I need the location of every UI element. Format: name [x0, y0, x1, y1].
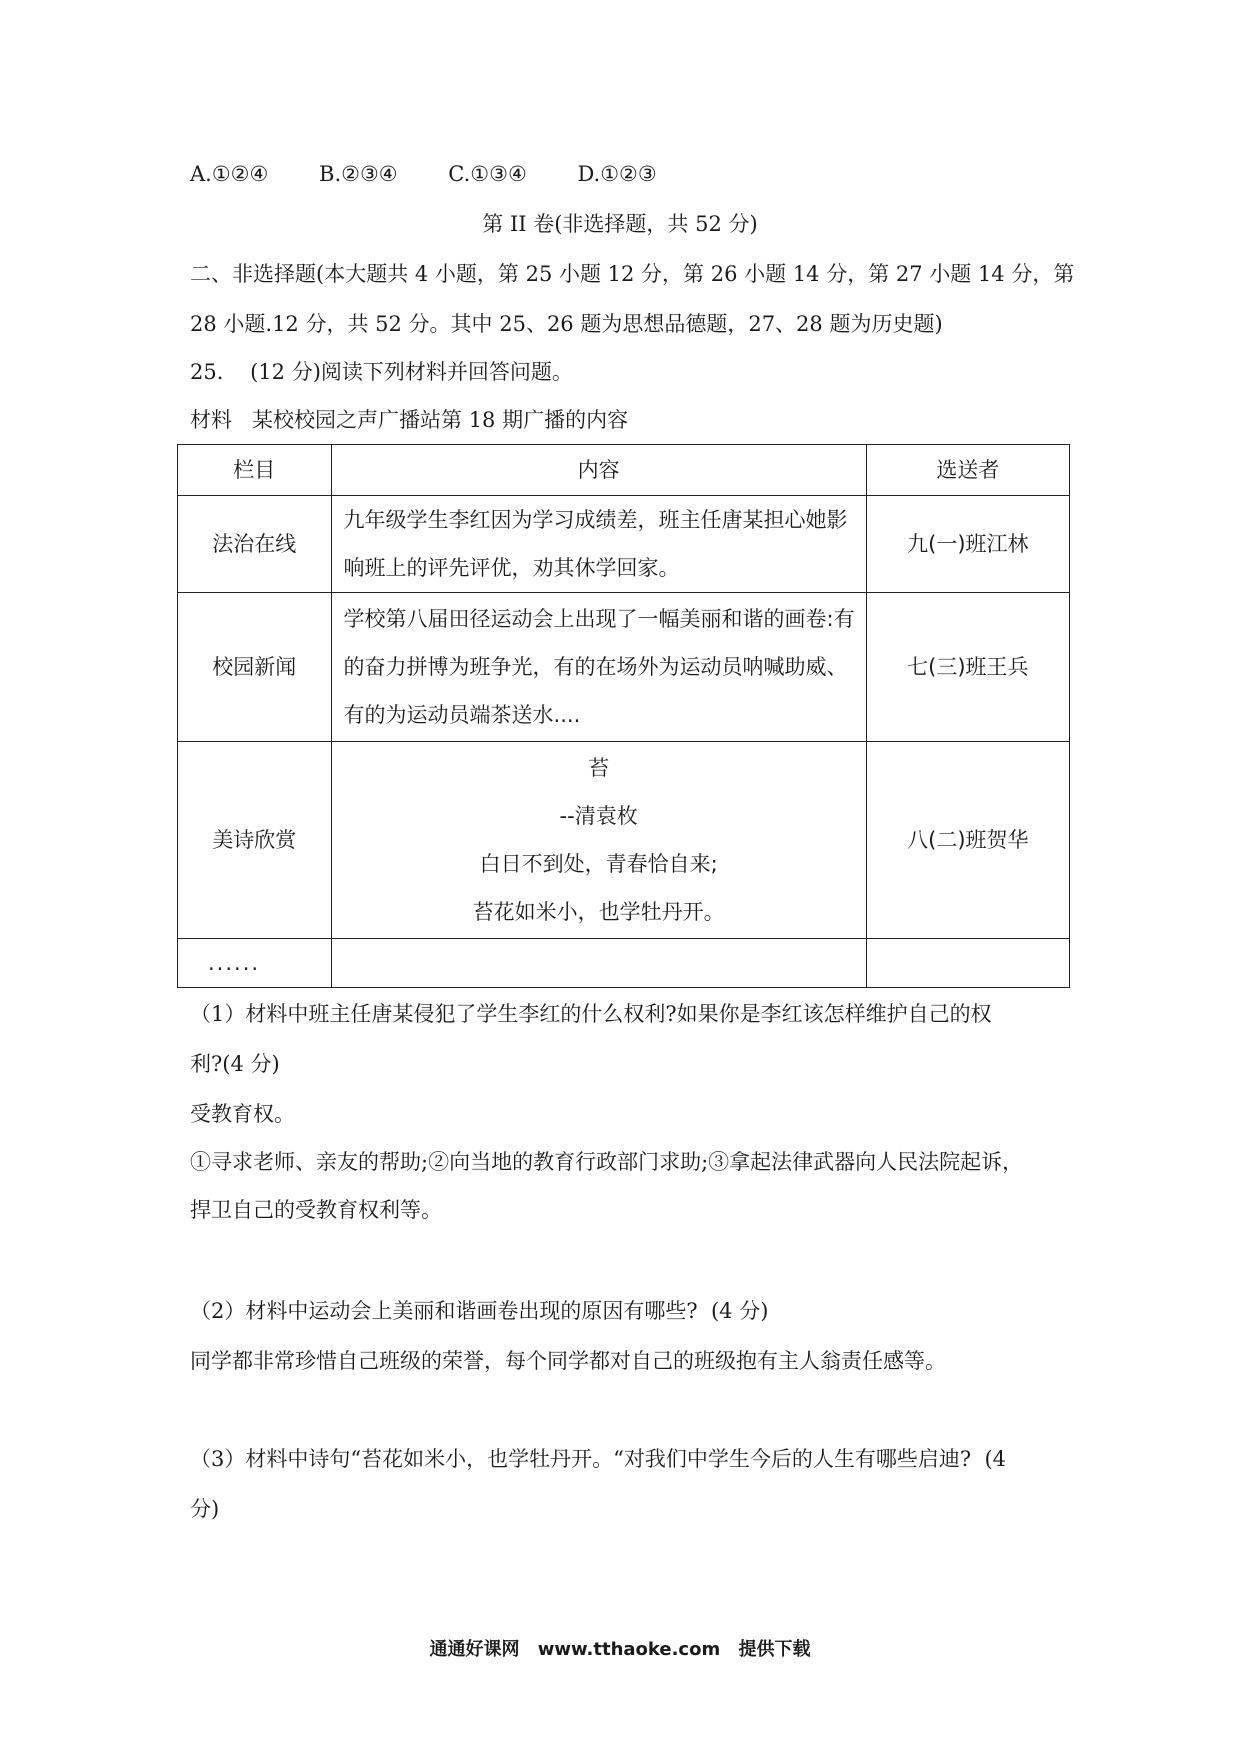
row-content: 学校第八届田径运动会上出现了一幅美丽和谐的画卷:有的奋力拼博为班争光，有的在场外为运动员呐喊助威、有的为运动员端茶送水.... — [331, 593, 866, 742]
material-table — [177, 444, 1070, 988]
intro-line-1: 二、非选择题(本大题共 4 小题，第 25 小题 12 分，第 26 小题 14 分，第 27 小题 14 分，第 — [190, 262, 1075, 286]
header-column: 栏目 — [178, 445, 332, 496]
table-row — [178, 496, 1070, 593]
question-1-line-2: 利?(4 分) — [190, 1052, 280, 1076]
option-b: B.②③④ — [319, 162, 398, 186]
header-sender: 选送者 — [866, 445, 1069, 496]
poem-author: --清袁枚 — [559, 804, 638, 828]
poem-line-2: 苔花如米小，也学牡丹开。 — [472, 900, 725, 924]
row-sender: 七(三)班王兵 — [866, 593, 1069, 742]
row-sender: 八(二)班贺华 — [866, 742, 1069, 939]
section-title: 第 II 卷(非选择题，共 52 分) — [482, 212, 758, 236]
poem-title: 苔 — [588, 756, 610, 780]
answer-1-part-1: 受教育权。 — [190, 1102, 295, 1126]
answer-1-part-2-line-1: ①寻求老师、亲友的帮助;②向当地的教育行政部门求助;③拿起法律武器向人民法院起诉， — [190, 1150, 1024, 1174]
answer-1-part-2-line-2: 捍卫自己的受教育权利等。 — [190, 1198, 442, 1222]
row-column: 校园新闻 — [178, 593, 332, 742]
answer-2: 同学都非常珍惜自己班级的荣誉，每个同学都对自己的班级抱有主人翁责任感等。 — [190, 1349, 946, 1373]
option-a: A.①②④ — [190, 162, 269, 186]
row-content: 九年级学生李红因为学习成绩差，班主任唐某担心她影响班上的评先评优，劝其休学回家。 — [331, 496, 866, 593]
option-c: C.①③④ — [448, 162, 527, 186]
table-row — [178, 742, 1070, 939]
footer-site: 通通好课网 — [429, 1639, 520, 1660]
answer-options — [190, 160, 701, 188]
question-3-line-2: 分) — [190, 1497, 220, 1521]
row-content — [331, 939, 866, 988]
footer — [0, 1636, 1240, 1664]
option-d: D.①②③ — [577, 162, 657, 186]
row-column: 美诗欣赏 — [178, 742, 332, 939]
question-1-line-1: （1）材料中班主任唐某侵犯了学生李红的什么权利?如果你是李红该怎样维护自己的权 — [190, 1002, 992, 1026]
table-row — [178, 593, 1070, 742]
poem-cell — [331, 742, 866, 939]
table-header-row — [178, 445, 1070, 496]
row-column: ...... — [178, 939, 332, 988]
material-label: 材料 某校校园之声广播站第 18 期广播的内容 — [190, 408, 629, 432]
question-2: （2）材料中运动会上美丽和谐画卷出现的原因有哪些? (4 分) — [190, 1299, 769, 1323]
row-sender: 九(一)班江林 — [866, 496, 1069, 593]
question-25: 25. (12 分)阅读下列材料并回答问题。 — [190, 360, 573, 384]
poem-line-1: 白日不到处，青春恰自来; — [479, 852, 718, 876]
table-row — [178, 939, 1070, 988]
footer-url[interactable]: www.tthaoke.com — [537, 1639, 721, 1660]
intro-line-2: 28 小题.12 分，共 52 分。其中 25、26 题为思想品德题，27、28 题为历史题) — [190, 312, 943, 336]
header-content: 内容 — [331, 445, 866, 496]
footer-note: 提供下载 — [738, 1639, 811, 1660]
question-3-line-1: （3）材料中诗句“苔花如米小，也学牡丹开。“对我们中学生今后的人生有哪些启迪? (4 — [190, 1447, 1006, 1471]
row-sender — [866, 939, 1069, 988]
row-column: 法治在线 — [178, 496, 332, 593]
